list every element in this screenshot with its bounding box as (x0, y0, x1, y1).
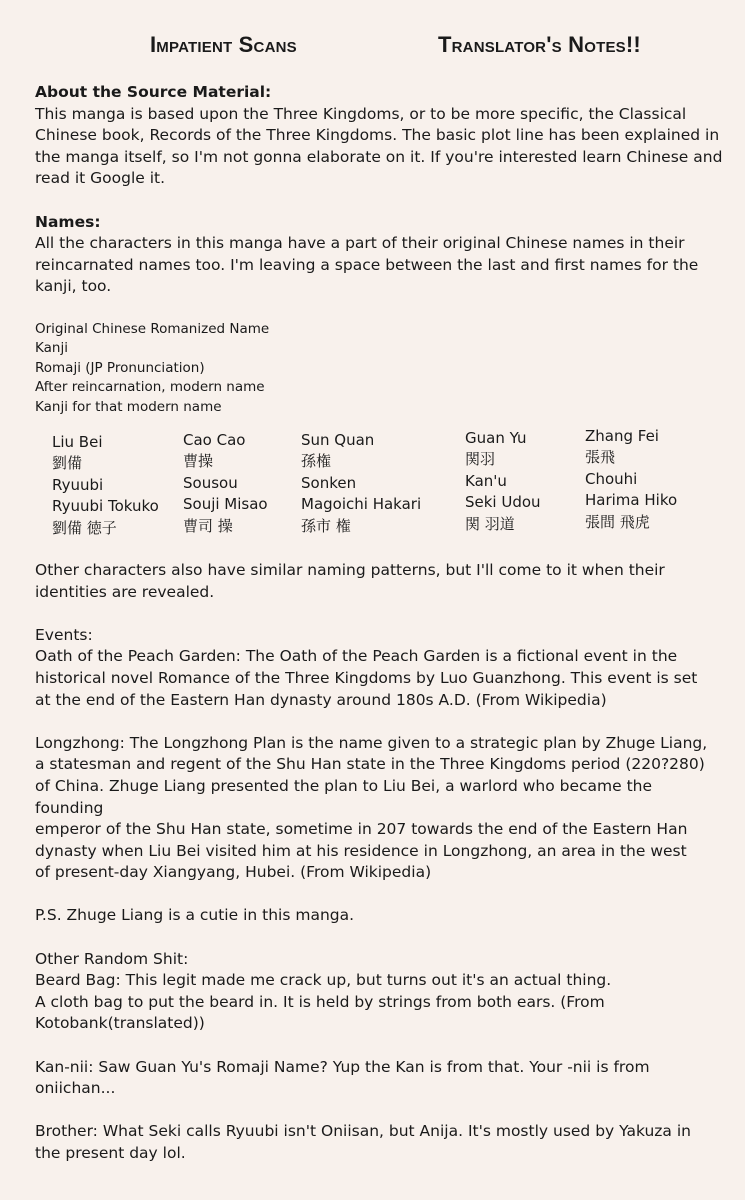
random-section (35, 949, 725, 1165)
brother-line: Brother: What Seki calls Ryuubi isn't Oniisan, but Anija. It's mostly used by Yakuza in (35, 1122, 691, 1141)
scanlator-title: Impatient Scans (150, 32, 297, 57)
name-cell: Ryuubi Tokuko (52, 497, 159, 516)
name-cell: Seki Udou (465, 493, 541, 512)
name-cell: Kan'u (465, 471, 507, 490)
name-cell: 張飛 (585, 448, 616, 467)
name-cell: Ryuubi (52, 475, 104, 494)
name-cell: Harima Hiko (585, 491, 678, 510)
name-cell: 曹司 操 (183, 516, 233, 535)
legend-line: Kanji for that modern name (35, 398, 222, 415)
longzhong-line: Longzhong: The Longzhong Plan is the name given to a strategic plan by Zhuge Liang, (35, 733, 708, 752)
random-heading: Other Random Shit: (35, 949, 189, 968)
about-line: read it Google it. (35, 169, 166, 188)
name-cell: 劉備 (52, 454, 83, 473)
notes-body (35, 82, 725, 1165)
name-cell: 関羽 (465, 450, 496, 469)
name-cell: 張間 飛虎 (585, 512, 650, 531)
longzhong-line: of China. Zhuge Liang presented the plan to Liu Bei, a warlord who became the founding (35, 776, 653, 817)
about-line: Chinese book, Records of the Three Kingdoms. The basic plot line has been explained in (35, 126, 720, 145)
character-column-guan-yu (465, 428, 541, 536)
character-column-liu-bei (52, 432, 159, 540)
legend-line: Kanji (35, 340, 68, 357)
kannii-line: oniichan... (35, 1079, 116, 1098)
names-line: reincarnated names too. I'm leaving a space between the last and first names for the (35, 255, 699, 274)
longzhong-line: a statesman and regent of the Shu Han state in the Three Kingdoms period (220?280) (35, 755, 705, 774)
name-cell: Liu Bei (52, 432, 103, 451)
name-cell: Magoichi Hakari (301, 495, 422, 514)
name-cell: 孫権 (301, 452, 332, 471)
about-line: the manga itself, so I'm not gonna elaborate on it. If you're interested learn Chinese and (35, 147, 723, 166)
page-header (0, 32, 745, 62)
longzhong-line: of present-day Xiangyang, Hubei. (From Wikipedia) (35, 863, 432, 882)
ps-note: P.S. Zhuge Liang is a cutie in this manga. (35, 906, 355, 925)
character-column-sun-quan (301, 430, 421, 538)
legend-line: Original Chinese Romanized Name (35, 320, 270, 337)
oath-line: Oath of the Peach Garden: The Oath of the Peach Garden is a fictional event in the (35, 647, 678, 666)
beard-line: A cloth bag to put the beard in. It is held by strings from both ears. (From (35, 992, 605, 1011)
name-cell: 孫市 権 (301, 516, 351, 535)
note-line: Other characters also have similar naming patterns, but I'll come to it when their (35, 560, 665, 579)
names-line: All the characters in this manga have a part of their original Chinese names in their (35, 234, 685, 253)
names-section (35, 212, 725, 298)
name-cell: 劉備 徳子 (52, 518, 117, 537)
names-heading: Names: (35, 212, 101, 231)
about-line: This manga is based upon the Three Kingdoms, or to be more specific, the Classical (35, 104, 687, 123)
character-column-zhang-fei (585, 426, 677, 534)
notes-title: Translator's Notes!! (438, 32, 641, 57)
note-line: identities are revealed. (35, 582, 215, 601)
events-section (35, 625, 725, 927)
legend-line: Romaji (JP Pronunciation) (35, 359, 205, 376)
longzhong-line: emperor of the Shu Han state, sometime in 207 towards the end of the Eastern Han (35, 820, 688, 839)
name-cell: Chouhi (585, 469, 638, 488)
character-column-cao-cao (183, 430, 268, 538)
name-cell: 関 羽道 (465, 514, 515, 533)
beard-line: Kotobank(translated)) (35, 1014, 205, 1033)
character-name-table (35, 426, 725, 540)
legend-line: After reincarnation, modern name (35, 379, 265, 396)
about-section (35, 82, 725, 190)
oath-line: historical novel Romance of the Three Kingdoms by Luo Guanzhong. This event is set (35, 668, 698, 687)
about-heading: About the Source Material: (35, 83, 272, 101)
beard-line: Beard Bag: This legit made me crack up, but turns out it's an actual thing. (35, 971, 612, 990)
name-cell: Sousou (183, 473, 238, 492)
name-cell: Sun Quan (301, 430, 375, 449)
oath-line: at the end of the Eastern Han dynasty around 180s A.D. (From Wikipedia) (35, 690, 607, 709)
name-cell: Sonken (301, 473, 357, 492)
name-cell: Guan Yu (465, 428, 527, 447)
brother-line: the present day lol. (35, 1144, 186, 1162)
other-characters-note (35, 560, 725, 603)
name-cell: 曹操 (183, 452, 214, 471)
events-heading: Events: (35, 625, 93, 644)
name-cell: Souji Misao (183, 495, 268, 514)
name-legend (35, 320, 725, 417)
names-line: kanji, too. (35, 277, 112, 296)
name-cell: Zhang Fei (585, 426, 659, 445)
name-cell: Cao Cao (183, 430, 246, 449)
kannii-line: Kan-nii: Saw Guan Yu's Romaji Name? Yup the Kan is from that. Your -nii is from (35, 1057, 650, 1076)
longzhong-line: dynasty when Liu Bei visited him at his residence in Longzhong, an area in the west (35, 841, 687, 860)
